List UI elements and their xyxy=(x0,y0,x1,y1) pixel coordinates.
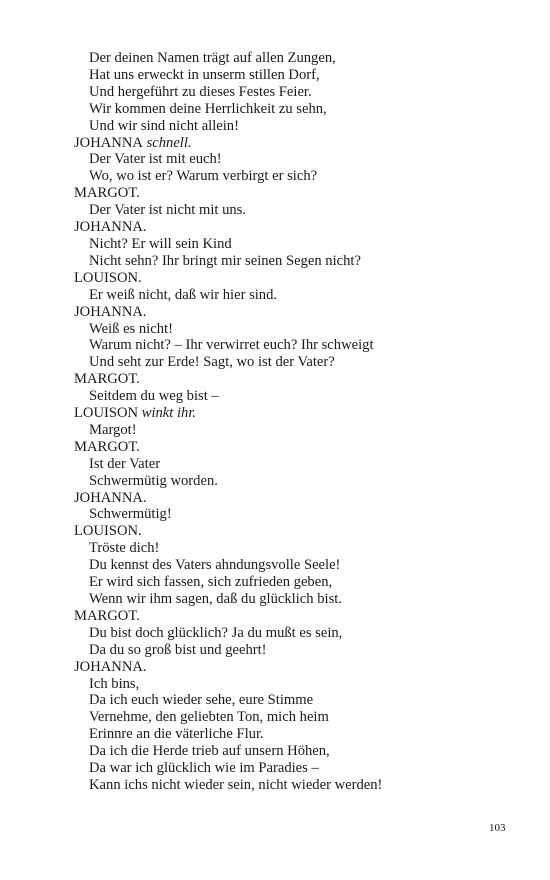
verse-line xyxy=(74,726,514,743)
verse-line xyxy=(74,456,514,473)
speaker-name: MARGOT. xyxy=(74,607,140,624)
verse-text: Schwermütig! xyxy=(89,506,172,523)
speaker-line xyxy=(74,371,514,388)
verse-text: Schwermütig worden. xyxy=(89,472,218,489)
verse-text: Und wir sind nicht allein! xyxy=(89,117,239,134)
verse-line xyxy=(74,101,514,118)
verse-line xyxy=(74,168,514,185)
speaker-line xyxy=(74,185,514,202)
verse-line xyxy=(74,709,514,726)
verse-text: Wir kommen deine Herrlichkeit zu sehn, xyxy=(89,100,327,117)
verse-text: Der Vater ist nicht mit uns. xyxy=(89,202,246,219)
verse-text: Da du so groß bist und geehrt! xyxy=(89,641,267,658)
speaker-name: JOHANNA. xyxy=(74,658,147,675)
verse-line xyxy=(74,50,514,67)
verse-text: Und seht zur Erde! Sagt, wo ist der Vater? xyxy=(89,354,335,371)
speaker-name: JOHANNA. xyxy=(74,219,147,236)
verse-line xyxy=(74,642,514,659)
verse-text: Wo, wo ist er? Warum verbirgt er sich? xyxy=(89,168,318,185)
verse-text: Da ich die Herde trieb auf unsern Höhen, xyxy=(89,743,330,760)
verse-text: Er wird sich fassen, sich zufrieden geben, xyxy=(89,574,333,591)
speaker-name: JOHANNA. xyxy=(74,303,147,320)
verse-text: Erinnre an die väterliche Flur. xyxy=(89,726,264,743)
speaker-line xyxy=(74,135,514,152)
speaker-name: LOUISON xyxy=(74,405,139,422)
verse-text: Vernehme, den geliebten Ton, mich heim xyxy=(89,709,329,726)
verse-line xyxy=(74,591,514,608)
verse-text: Da ich euch wieder sehe, eure Stimme xyxy=(89,692,314,709)
verse-text: Seitdem du weg bist – xyxy=(89,388,219,405)
verse-line xyxy=(74,557,514,574)
speaker-line xyxy=(74,608,514,625)
verse-text: Ist der Vater xyxy=(89,455,161,472)
verse-text: Und hergeführt zu dieses Festes Feier. xyxy=(89,83,312,100)
speaker-name: LOUISON. xyxy=(74,523,142,540)
page-number: 103 xyxy=(489,822,506,834)
speaker-name: LOUISON. xyxy=(74,269,142,286)
verse-line xyxy=(74,321,514,338)
verse-text: Margot! xyxy=(89,421,137,438)
verse-text: Hat uns erweckt in unserm stillen Dorf, xyxy=(89,66,320,83)
speaker-name: JOHANNA xyxy=(74,134,143,151)
stage-direction: winkt ihr. xyxy=(138,405,197,422)
verse-text: Kann ichs nicht wieder sein, nicht wieder werden! xyxy=(89,776,383,793)
speaker-line xyxy=(74,490,514,507)
speaker-line xyxy=(74,304,514,321)
drama-text xyxy=(74,50,514,794)
verse-line xyxy=(74,388,514,405)
verse-line xyxy=(74,84,514,101)
verse-line xyxy=(74,676,514,693)
speaker-line xyxy=(74,405,514,422)
speaker-line xyxy=(74,523,514,540)
speaker-name: MARGOT. xyxy=(74,438,140,455)
verse-line xyxy=(74,760,514,777)
verse-text: Warum nicht? – Ihr verwirret euch? Ihr schweigt xyxy=(89,337,374,354)
verse-text: Da war ich glücklich wie im Paradies – xyxy=(89,760,319,777)
verse-line xyxy=(74,422,514,439)
verse-line xyxy=(74,236,514,253)
verse-line xyxy=(74,67,514,84)
verse-line xyxy=(74,625,514,642)
verse-line xyxy=(74,506,514,523)
verse-line xyxy=(74,337,514,354)
verse-text: Der Vater ist mit euch! xyxy=(89,151,222,168)
verse-text: Der deinen Namen trägt auf allen Zungen, xyxy=(89,50,336,66)
speaker-name: MARGOT. xyxy=(74,185,140,202)
verse-line xyxy=(74,354,514,371)
verse-text: Nicht sehn? Ihr bringt mir seinen Segen nicht? xyxy=(89,252,361,269)
verse-line xyxy=(74,287,514,304)
verse-text: Nicht? Er will sein Kind xyxy=(89,235,232,252)
verse-line xyxy=(74,574,514,591)
verse-text: Du kennst des Vaters ahndungsvolle Seele! xyxy=(89,557,341,574)
verse-text: Ich bins, xyxy=(89,675,140,692)
speaker-name: JOHANNA. xyxy=(74,489,147,506)
verse-line xyxy=(74,473,514,490)
speaker-line xyxy=(74,219,514,236)
verse-line xyxy=(74,202,514,219)
speaker-line xyxy=(74,270,514,287)
verse-line xyxy=(74,151,514,168)
speaker-line xyxy=(74,659,514,676)
verse-line xyxy=(74,540,514,557)
verse-line xyxy=(74,692,514,709)
verse-line xyxy=(74,253,514,270)
verse-line xyxy=(74,777,514,794)
stage-direction: schnell. xyxy=(142,134,192,151)
verse-text: Du bist doch glücklich? Ja du mußt es sein, xyxy=(89,624,343,641)
verse-text: Weiß es nicht! xyxy=(89,320,173,337)
verse-line xyxy=(74,118,514,135)
speaker-name: MARGOT. xyxy=(74,371,140,388)
verse-line xyxy=(74,743,514,760)
verse-text: Tröste dich! xyxy=(89,540,160,557)
speaker-line xyxy=(74,439,514,456)
verse-text: Er weiß nicht, daß wir hier sind. xyxy=(89,286,278,303)
verse-text: Wenn wir ihm sagen, daß du glücklich bist. xyxy=(89,591,342,607)
